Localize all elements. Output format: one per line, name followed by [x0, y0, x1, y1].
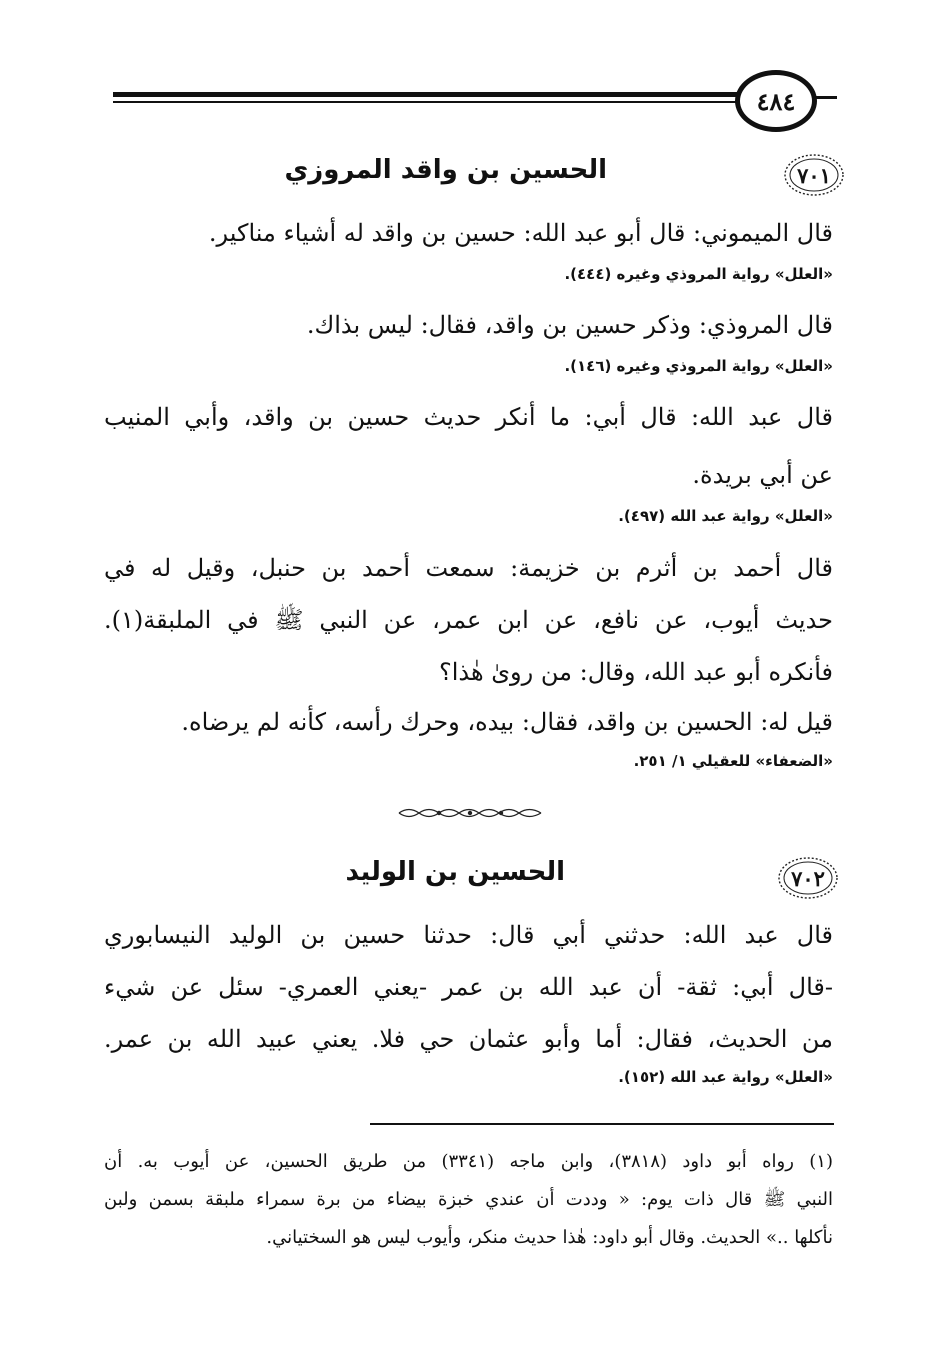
- text-line: قال المروذي: وذكر حسين بن واقد، فقال: ليس بذاك.: [306, 311, 833, 339]
- text-line: عن أبي بريدة.: [692, 461, 833, 489]
- footnote-rule: [370, 1123, 834, 1125]
- source-citation: «العلل» رواية عبد الله (١٥٢).: [618, 1068, 833, 1086]
- text-line: قال عبد الله: حدثني أبي قال: حدثنا حسين بن الوليد النيسابوري: [104, 921, 833, 949]
- page-number: ٤٨٤: [735, 70, 817, 132]
- text-line: قال الميموني: قال أبو عبد الله: حسين بن واقد له أشياء مناكير.: [208, 219, 833, 247]
- footnote-line: نأكلها ..» الحديث. وقال أبو داود: هٰذا حديث منكر، وأيوب ليس هو السختياني.: [266, 1227, 833, 1248]
- header-rule-thick: [113, 92, 743, 97]
- header-rule-thin: [113, 101, 743, 103]
- text-line: قيل له: الحسين بن واقد، فقال: بيده، وحرك رأسه، كأنه لم يرضاه.: [181, 708, 833, 736]
- text-line: قال عبد الله: قال أبي: ما أنكر حديث حسين بن واقد، وأبي المنيب: [104, 403, 833, 431]
- entry-number: ٧٠١: [797, 162, 831, 188]
- text-line: -قال أبي: ثقة- أن عبد الله بن عمر -يعني العمري- سئل عن شيء: [104, 973, 833, 1001]
- text-line: من الحديث، فقال: أما وأبو عثمان حي فلا. يعني عبيد الله بن عمر.: [104, 1025, 833, 1053]
- header-rule-right: [815, 96, 837, 99]
- entry-number-badge: [776, 855, 840, 901]
- divider-ornament-icon: [395, 804, 545, 822]
- source-citation: «الضعفاء» للعقيلي ١/ ٢٥١.: [633, 752, 833, 770]
- footnote-line: (١) رواه أبو داود (٣٨١٨)، وابن ماجه (٣٣٤١) من طريق الحسين، عن أيوب به. أن: [104, 1151, 833, 1172]
- text-line: قال أحمد بن أثرم بن خزيمة: سمعت أحمد بن حنبل، وقيل له في: [104, 554, 833, 582]
- entry-title: الحسين بن واقد المروزي: [284, 155, 607, 185]
- entry-title: الحسين بن الوليد: [345, 857, 565, 887]
- source-citation: «العلل» رواية المروذي وغيره (١٤٦).: [564, 357, 833, 375]
- entry-number-badge: [782, 152, 846, 198]
- text-line: فأنكره أبو عبد الله، وقال: من روىٰ هٰذا؟: [438, 658, 833, 686]
- source-citation: «العلل» رواية عبد الله (٤٩٧).: [618, 507, 833, 525]
- text-line: حديث أيوب، عن نافع، عن ابن عمر، عن النبي ﷺ في الملبقة(١).: [104, 606, 833, 634]
- source-citation: «العلل» رواية المروذي وغيره (٤٤٤).: [564, 265, 833, 283]
- footnote-line: النبي ﷺ قال ذات يوم: « وددت أن عندي خبزة بيضاء من برة سمراء ملبقة بسمن ولبن: [104, 1189, 833, 1210]
- entry-number: ٧٠٢: [791, 865, 825, 891]
